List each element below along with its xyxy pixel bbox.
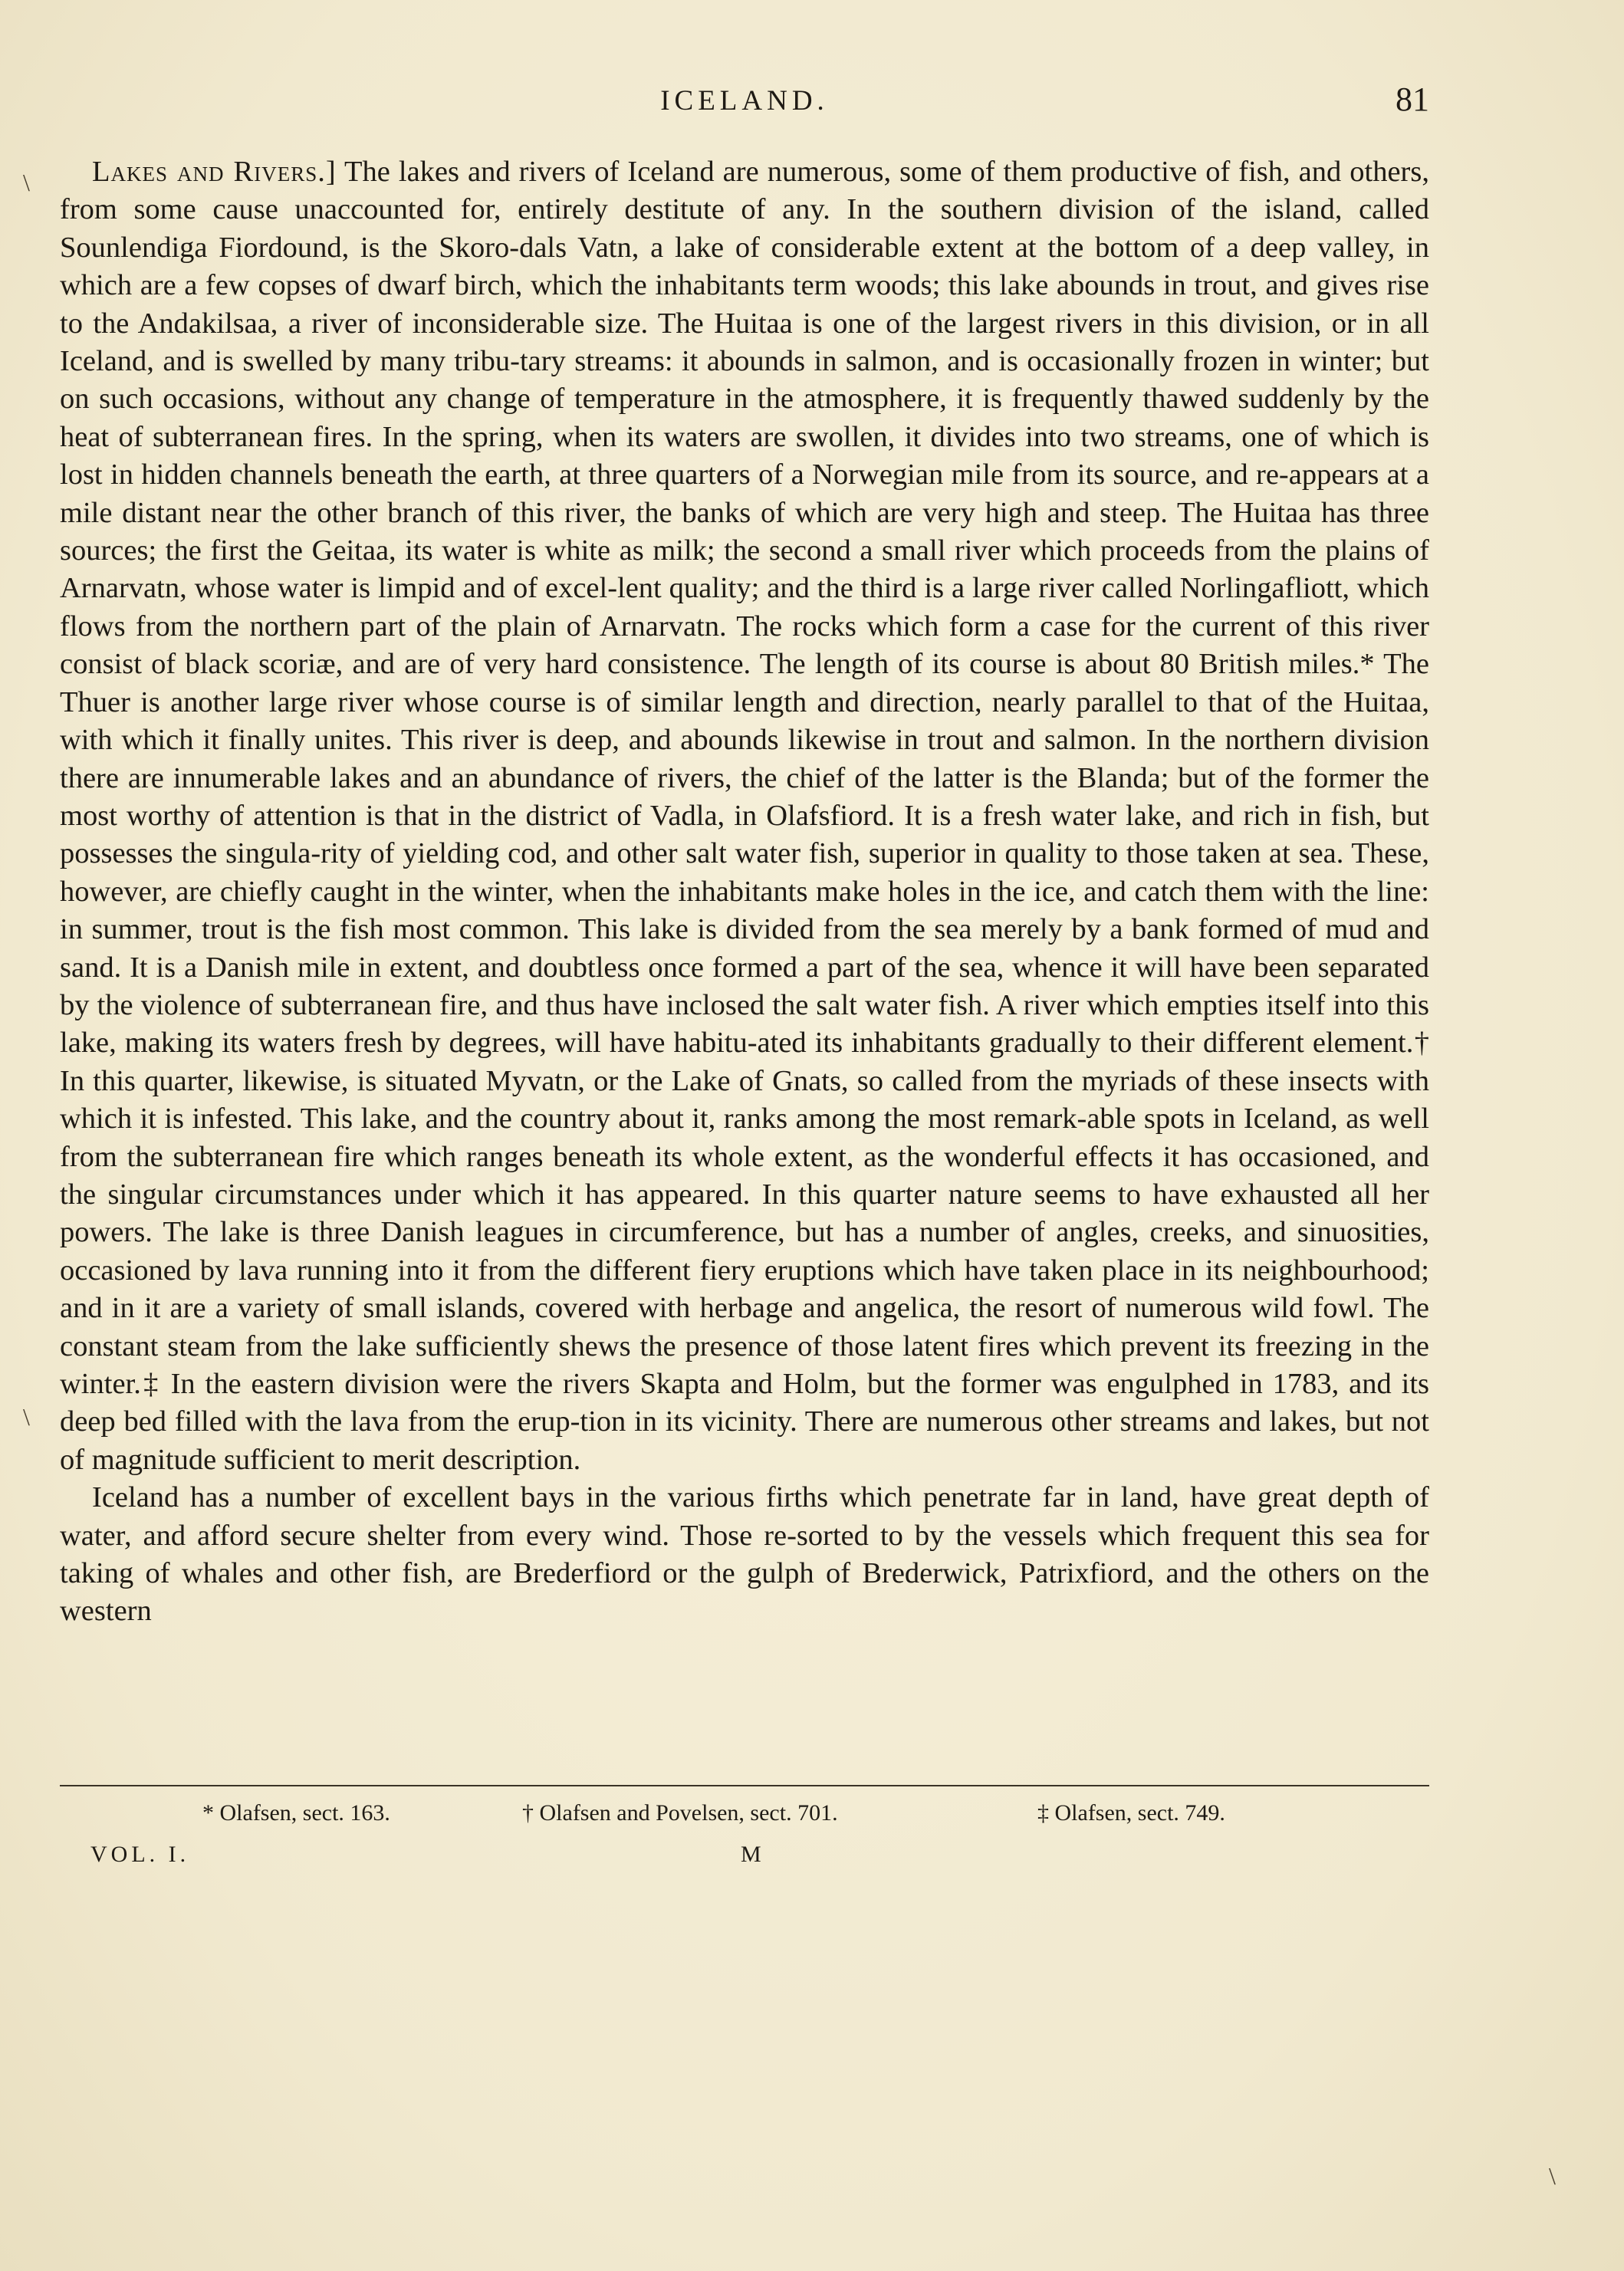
section-heading: Lakes and Rivers.] bbox=[92, 156, 337, 188]
margin-mark: \ bbox=[23, 1403, 30, 1431]
signature-mark: M bbox=[741, 1842, 761, 1867]
signature-line bbox=[60, 1842, 1429, 1875]
footnote: * Olafsen, sect. 163. bbox=[202, 1800, 390, 1826]
footnote: ‡ Olafsen, sect. 749. bbox=[1037, 1800, 1225, 1826]
paragraph-text: The lakes and rivers of Iceland are numerous, some of them productive of fish, and others, from some cause unaccounted for, entirely destitute of any. In the southern division of the island, called Sounlendiga Fiordound, is the Skoro-dals Vatn, a lake of considerable extent at the bottom of a deep valley, in which are a few copses of dwarf birch, which the inhabitants term woods; this lake abounds in trout, and gives rise to the Andakilsaa, a river of inconsiderable size. The Huitaa is one of the largest rivers in this division, or in all Iceland, and is swelled by many tribu-tary streams: it abounds in salmon, and is occasionally frozen in winter; but on such occasions, without any change of temperature in the atmosphere, it is frequently thawed suddenly by the heat of subterranean fires. In the spring, when its waters are swollen, it divides into two streams, one of which is lost in hidden channels beneath the earth, at three quarters of a Norwegian mile from its source, and re-appears at a mile distant near the other branch of this river, the banks of which are very high and steep. The Huitaa has three sources; the first the Geitaa, its water is white as milk; the second a small river which proceeds from the plains of Arnarvatn, whose water is limpid and of excel-lent quality; and the third is a large river called Norlingafliott, which flows from the northern part of the plain of Arnarvatn. The rocks which form a case for the current of this river consist of black scoriæ, and are of very hard consistence. The length of its course is about 80 British miles.* The Thuer is another large river whose course is of similar length and direction, nearly parallel to that of the Huitaa, with which it finally unites. This river is deep, and abounds likewise in trout and salmon. In the northern division there are innumerable lakes and an abundance of rivers, the chief of the latter is the Blanda; but of the former the most worthy of attention is that in the district of Vadla, in Olafsfiord. It is a fresh water lake, and rich in fish, but possesses the singula-rity of yielding cod, and other salt water fish, superior in quality to those taken at sea. These, however, are chiefly caught in the winter, when the inhabitants make holes in the ice, and catch them with the line: in summer, trout is the fish most common. This lake is divided from the sea merely by a bank formed of mud and sand. It is a Danish mile in extent, and doubtless once formed a part of the sea, whence it will have been separated by the violence of subterranean fire, and thus have inclosed the salt water fish. A river which empties itself into this lake, making its waters fresh by degrees, will have habitu-ated its inhabitants gradually to their different element.† In this quarter, likewise, is situated Myvatn, or the Lake of Gnats, so called from the myriads of these insects with which it is infested. This lake, and the country about it, ranks among the most remark-able spots in Iceland, as well from the subterranean fire which ranges beneath its whole extent, as the wonderful effects it has occasioned, and the singular circumstances under which it has appeared. In this quarter nature seems to have exhausted all her powers. The lake is three Danish leagues in circumference, but has a number of angles, creeks, and sinuosities, occasioned by lava running into it from the different fiery eruptions which have taken place in its neighbourhood; and in it are a variety of small islands, covered with herbage and angelica, the resort of numerous wild fowl. The constant steam from the lake sufficiently shews the presence of those latent fires which prevent its freezing in the winter.‡ In the eastern division were the rivers Skapta and Holm, but the former was engulphed in 1783, and its deep bed filled with the lava from the erup-tion in its vicinity. There are numerous other streams and lakes, but not of magnitude sufficient to merit description. bbox=[60, 156, 1429, 1476]
margin-mark: \ bbox=[1549, 2162, 1556, 2190]
page-number: 81 bbox=[1396, 81, 1429, 118]
volume-mark: VOL. I. bbox=[90, 1842, 190, 1867]
margin-mark: \ bbox=[23, 169, 30, 196]
paragraph bbox=[60, 153, 1429, 1479]
paragraph-text: Iceland has a number of excellent bays in the various firths which penetrate far in land, have great depth of water, and afford secure shelter from every wind. Those re-sorted to by the vessels which frequent this sea for taking of whales and other fish, are Brederfiord or the gulph of Brederwick, Patrixfiord, and the others on the western bbox=[60, 1481, 1429, 1628]
footnote-rule bbox=[60, 1785, 1429, 1786]
page-header bbox=[60, 81, 1429, 130]
running-title: ICELAND. bbox=[660, 85, 829, 117]
paragraph bbox=[60, 1479, 1429, 1631]
body-text bbox=[60, 153, 1429, 1631]
footnote: † Olafsen and Povelsen, sect. 701. bbox=[522, 1800, 838, 1826]
footnotes bbox=[60, 1800, 1429, 1834]
